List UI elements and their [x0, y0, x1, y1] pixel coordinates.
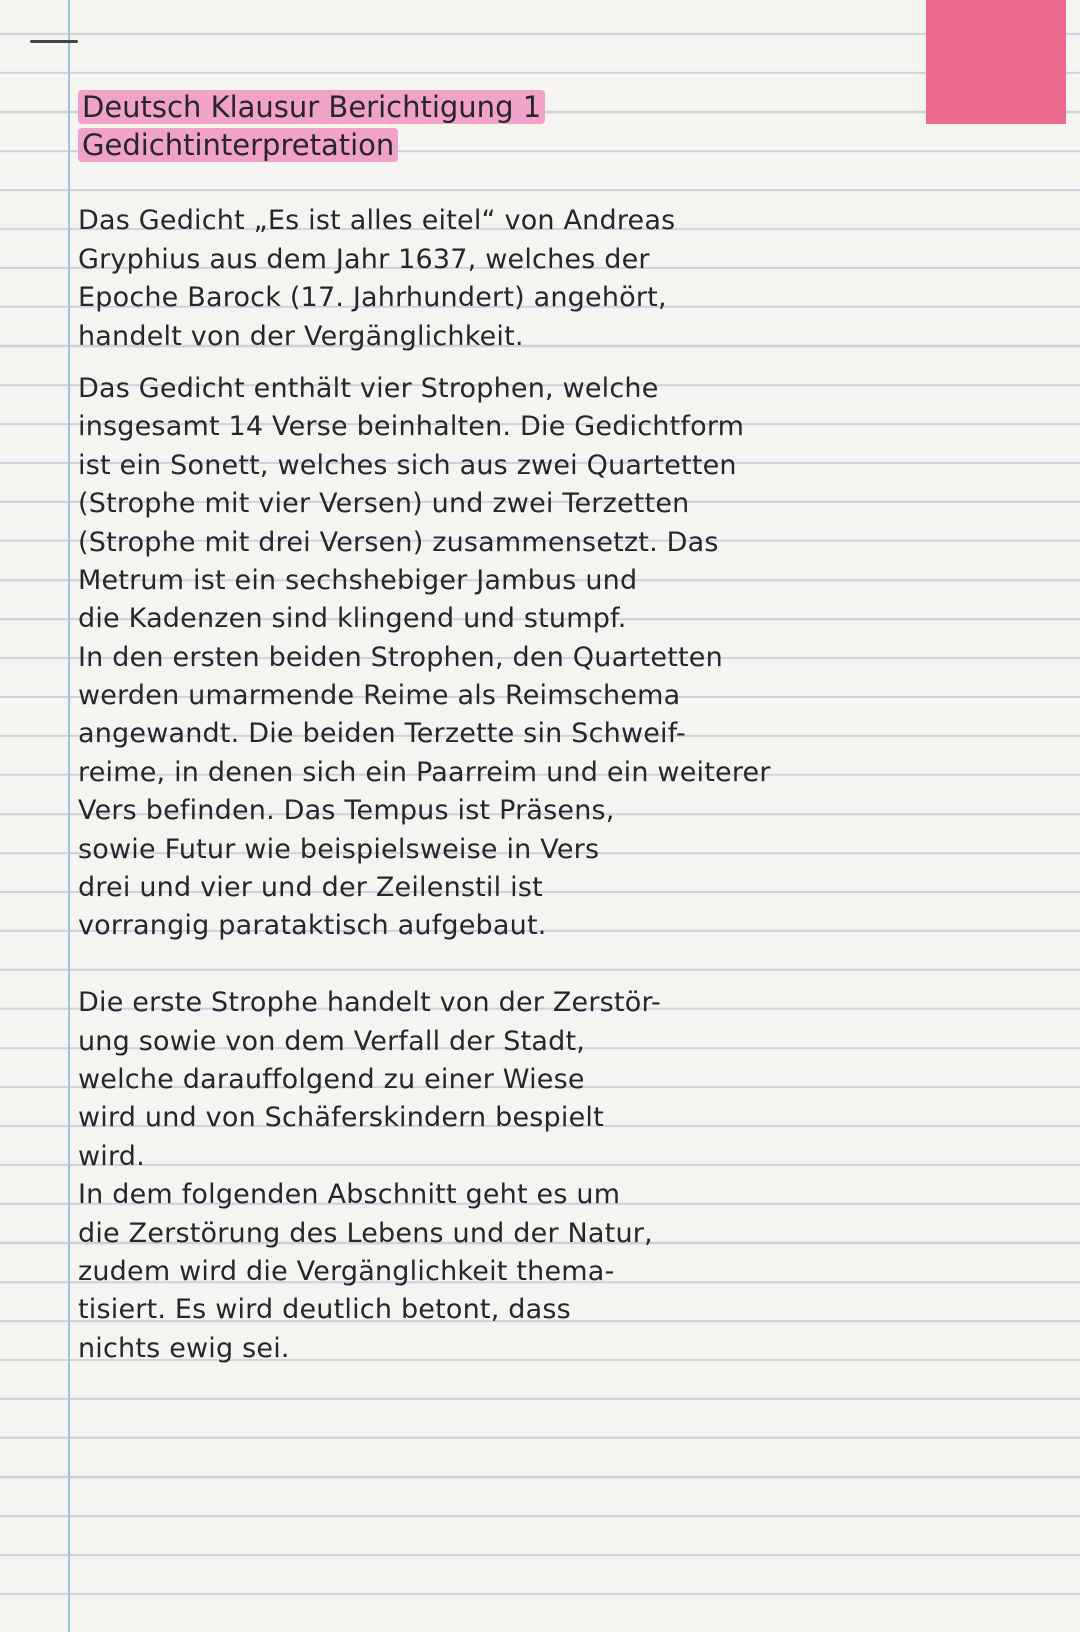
paragraph-intro	[78, 202, 968, 356]
text-line: (Strophe mit drei Versen) zusammensetzt. Das	[78, 526, 719, 558]
paragraph-form	[78, 370, 968, 946]
heading-subtitle-text: Gedichtinterpretation	[78, 128, 398, 162]
text-line: handelt von der Vergänglichkeit.	[78, 320, 524, 352]
text-line: sowie Futur wie beispielsweise in Vers	[78, 833, 600, 865]
text-line: In den ersten beiden Strophen, den Quartetten	[78, 641, 723, 673]
text-line: tisiert. Es wird deutlich betont, dass	[78, 1294, 571, 1326]
text-line: werden umarmende Reime als Reimschema	[78, 680, 681, 712]
text-line: (Strophe mit vier Versen) und zwei Terzetten	[78, 488, 690, 520]
text-line: Vers befinden. Das Tempus ist Präsens,	[78, 795, 615, 827]
text-line: zudem wird die Vergänglichkeit thema-	[78, 1255, 615, 1287]
text-line: die Kadenzen sind klingend und stumpf.	[78, 603, 627, 635]
text-line: ist ein Sonett, welches sich aus zwei Quartetten	[78, 449, 737, 481]
text-line: wird und von Schäferskindern bespielt	[78, 1102, 604, 1134]
text-line: In dem folgenden Abschnitt geht es um	[78, 1179, 621, 1211]
text-line: welche darauffolgend zu einer Wiese	[78, 1063, 585, 1095]
text-line: vorrangig parataktisch aufgebaut.	[78, 910, 547, 942]
text-line: Die erste Strophe handelt von der Zerstör-	[78, 987, 661, 1019]
text-line: insgesamt 14 Verse beinhalten. Die Gedichtform	[78, 411, 745, 443]
text-line: ung sowie von dem Verfall der Stadt,	[78, 1025, 586, 1057]
text-line: Das Gedicht „Es ist alles eitel“ von Andreas	[78, 205, 676, 237]
text-line: Das Gedicht enthält vier Strophen, welche	[78, 372, 659, 404]
pen-mark	[30, 40, 78, 43]
heading-subtitle	[78, 126, 968, 164]
text-line: Epoche Barock (17. Jahrhundert) angehört,	[78, 282, 667, 314]
text-line: drei und vier und der Zeilenstil ist	[78, 872, 543, 904]
text-line: reime, in denen sich ein Paarreim und ein weiterer	[78, 756, 771, 788]
handwritten-text	[78, 88, 968, 1368]
margin-line	[68, 0, 70, 1632]
text-line: wird.	[78, 1140, 145, 1172]
paragraph-content	[78, 984, 968, 1368]
text-line: Metrum ist ein sechshebiger Jambus und	[78, 564, 638, 596]
heading-title	[78, 88, 968, 126]
heading-title-text: Deutsch Klausur Berichtigung 1	[78, 90, 545, 124]
text-line: die Zerstörung des Lebens und der Natur,	[78, 1217, 653, 1249]
text-line: nichts ewig sei.	[78, 1332, 290, 1364]
text-line: angewandt. Die beiden Terzette sin Schweif-	[78, 718, 686, 750]
text-line: Gryphius aus dem Jahr 1637, welches der	[78, 243, 650, 275]
